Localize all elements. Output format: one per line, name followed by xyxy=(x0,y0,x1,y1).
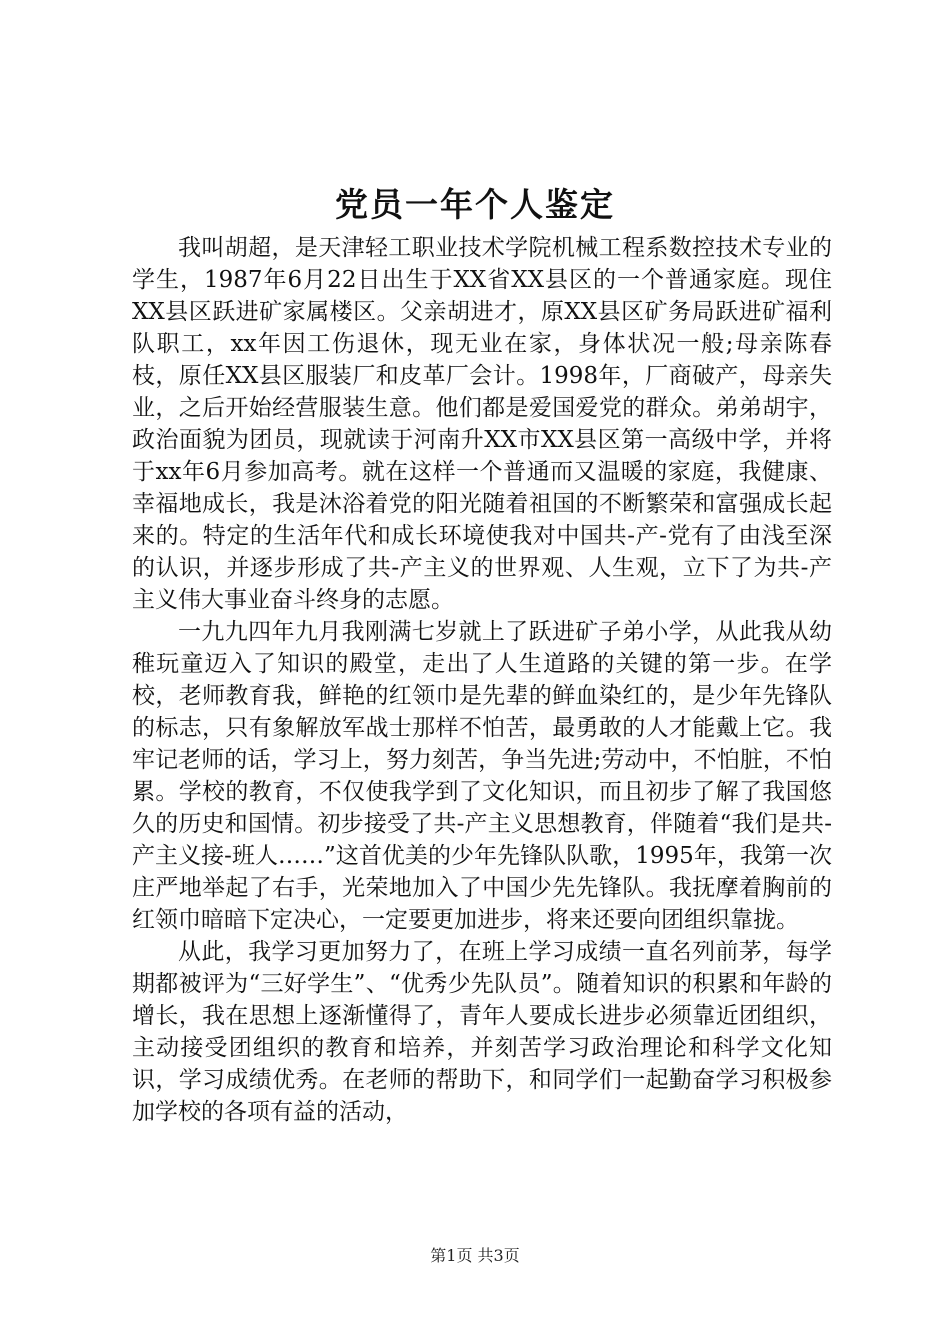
paragraph-3: 从此，我学习更加努力了，在班上学习成绩一直名列前茅，每学期都被评为“三好学生”、“优秀少先队员”。随着知识的积累和年龄的增长，我在思想上逐渐懂得了，青年人要成长进步必须靠近团组织，主动接受团组织的教育和培养，并刻苦学习政治理论和科学文化知识，学习成绩优秀。在老师的帮助下，和同学们一起勤奋学习积极参加学校的各项有益的活动， xyxy=(132,939,832,1125)
paragraph-1: 我叫胡超，是天津轻工职业技术学院机械工程系数控技术专业的学生，1987年6月22日出生于XX省XX县区的一个普通家庭。现住XX县区跃进矿家属楼区。父亲胡进才，原XX县区矿务局跃进矿福利队职工，xx年因工伤退休，现无业在家，身体状况一般;母亲陈春枝，原任XX县区服装厂和皮革厂会计。1998年，厂商破产，母亲失业，之后开始经营服装生意。他们都是爱国爱党的群众。弟弟胡宇，政治面貌为团员，现就读于河南升XX市XX县区第一高级中学，并将于xx年6月参加高考。就在这样一个普通而又温暖的家庭，我健康、幸福地成长，我是沐浴着党的阳光随着祖国的不断繁荣和富强成长起来的。特定的生活年代和成长环境使我对中国共-产-党有了由浅至深的认识，并逐步形成了共-产主义的世界观、人生观，立下了为共-产主义伟大事业奋斗终身的志愿。 xyxy=(132,235,832,613)
document-body xyxy=(132,232,832,1128)
page-number-footer: 第1页 共3页 xyxy=(430,1246,520,1265)
paragraph-2: 一九九四年九月我刚满七岁就上了跃进矿子弟小学，从此我从幼稚玩童迈入了知识的殿堂，走出了人生道路的关键的第一步。在学校，老师教育我，鲜艳的红领巾是先辈的鲜血染红的，是少年先锋队的标志，只有象解放军战士那样不怕苦，最勇敢的人才能戴上它。我牢记老师的话，学习上，努力刻苦，争当先进;劳动中，不怕脏，不怕累。学校的教育，不仅使我学到了文化知识，而且初步了解了我国悠久的历史和国情。初步接受了共-产主义思想教育，伴随着“我们是共-产主义接-班人……”这首优美的少年先锋队队歌，1995年，我第一次庄严地举起了右手，光荣地加入了中国少先先锋队。我抚摩着胸前的红领巾暗暗下定决心，一定要更加进步，将来还要向团组织靠拢。 xyxy=(132,619,832,933)
document-title: 党员一年个人鉴定 xyxy=(335,185,615,224)
